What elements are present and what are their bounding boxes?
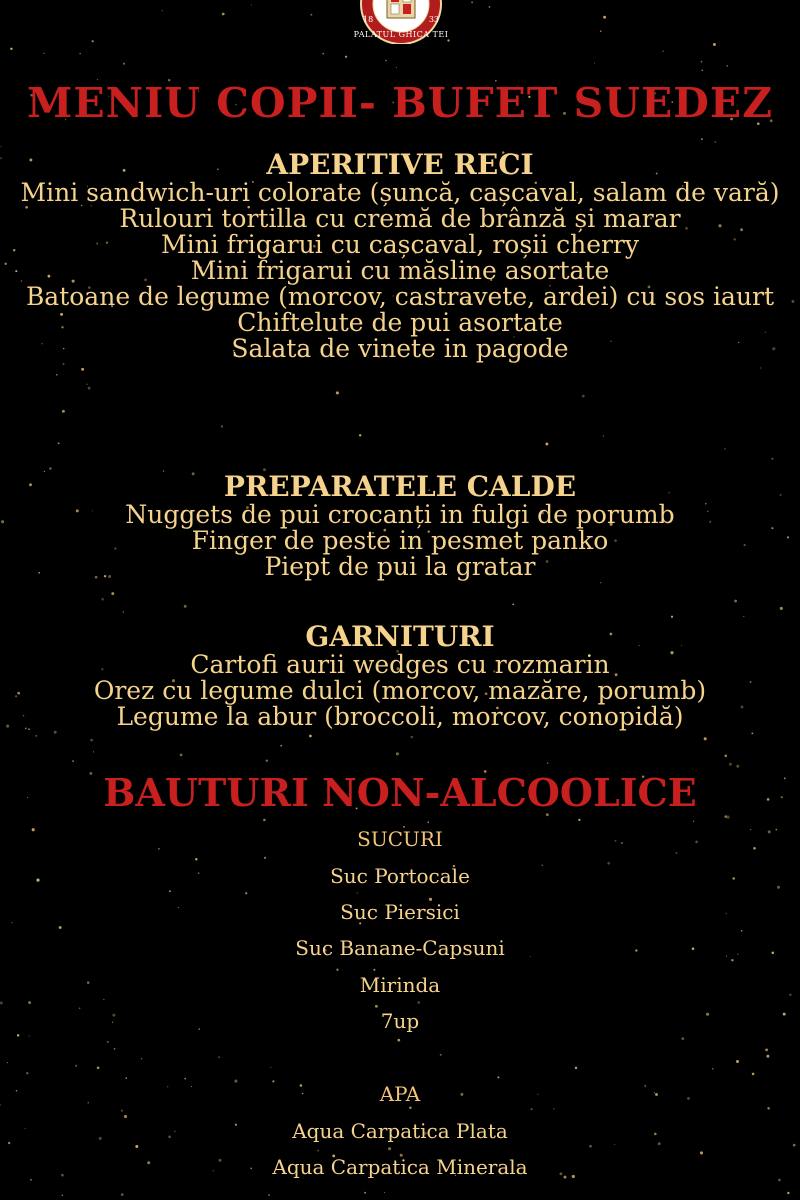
drinks-water-header: APA <box>379 1082 421 1106</box>
menu-item: Cartofi aurii wedges cu rozmarin <box>190 650 610 679</box>
drinks-juice-header: SUCURI <box>357 827 443 851</box>
menu-item: Finger de peste in pesmet panko <box>191 526 609 555</box>
menu-item: Batoane de legume (morcov, castravete, ardei) cu sos iaurt <box>25 282 775 311</box>
menu-item: Rulouri tortilla cu cremă de brânză și marar <box>119 204 681 233</box>
logo-year-left: 18 <box>363 15 374 24</box>
menu-item: Orez cu legume dulci (morcov, mazăre, porumb) <box>93 676 707 705</box>
menu-item: Mini frigarui cu cașcaval, roșii cherry <box>160 230 640 259</box>
drink-item: Suc Banane-Capsuni <box>295 936 505 960</box>
section-title-cold: APERITIVE RECI <box>266 148 534 181</box>
menu-item: Legume la abur (broccoli, morcov, conopidă) <box>116 702 684 731</box>
drink-item: 7up <box>380 1009 420 1033</box>
drink-item: Mirinda <box>359 973 441 997</box>
section-title-hot: PREPARATELE CALDE <box>223 470 577 503</box>
section-title-sides: GARNITURI <box>305 620 495 653</box>
crest-logo <box>349 0 453 44</box>
menu-item: Mini sandwich-uri colorate (șuncă, cașcaval, salam de vară) <box>20 178 780 207</box>
logo-text: PALATUL GHICA TEI <box>353 30 449 39</box>
menu-item: Mini frigarui cu măsline asortate <box>190 256 610 285</box>
menu-item: Nuggets de pui crocanți in fulgi de porumb <box>125 500 675 529</box>
drinks-title: BAUTURI NON-ALCOOLICE <box>103 770 697 815</box>
menu-title: MENIU COPII- BUFET SUEDEZ <box>26 79 774 127</box>
logo-year-right: 33 <box>428 15 439 24</box>
drink-item: Aqua Carpatica Minerala <box>272 1155 528 1179</box>
section-hot-dishes <box>0 472 800 580</box>
menu-item: Salata de vinete in pagode <box>231 334 569 363</box>
section-cold-appetizers <box>0 150 800 362</box>
drink-item: Suc Piersici <box>340 900 460 924</box>
menu-item: Piept de pui la gratar <box>264 552 536 581</box>
drink-item: Suc Portocale <box>330 864 470 888</box>
section-side-dishes <box>0 622 800 730</box>
drink-item: Aqua Carpatica Plata <box>292 1119 508 1143</box>
menu-item: Chiftelute de pui asortate <box>237 308 563 337</box>
